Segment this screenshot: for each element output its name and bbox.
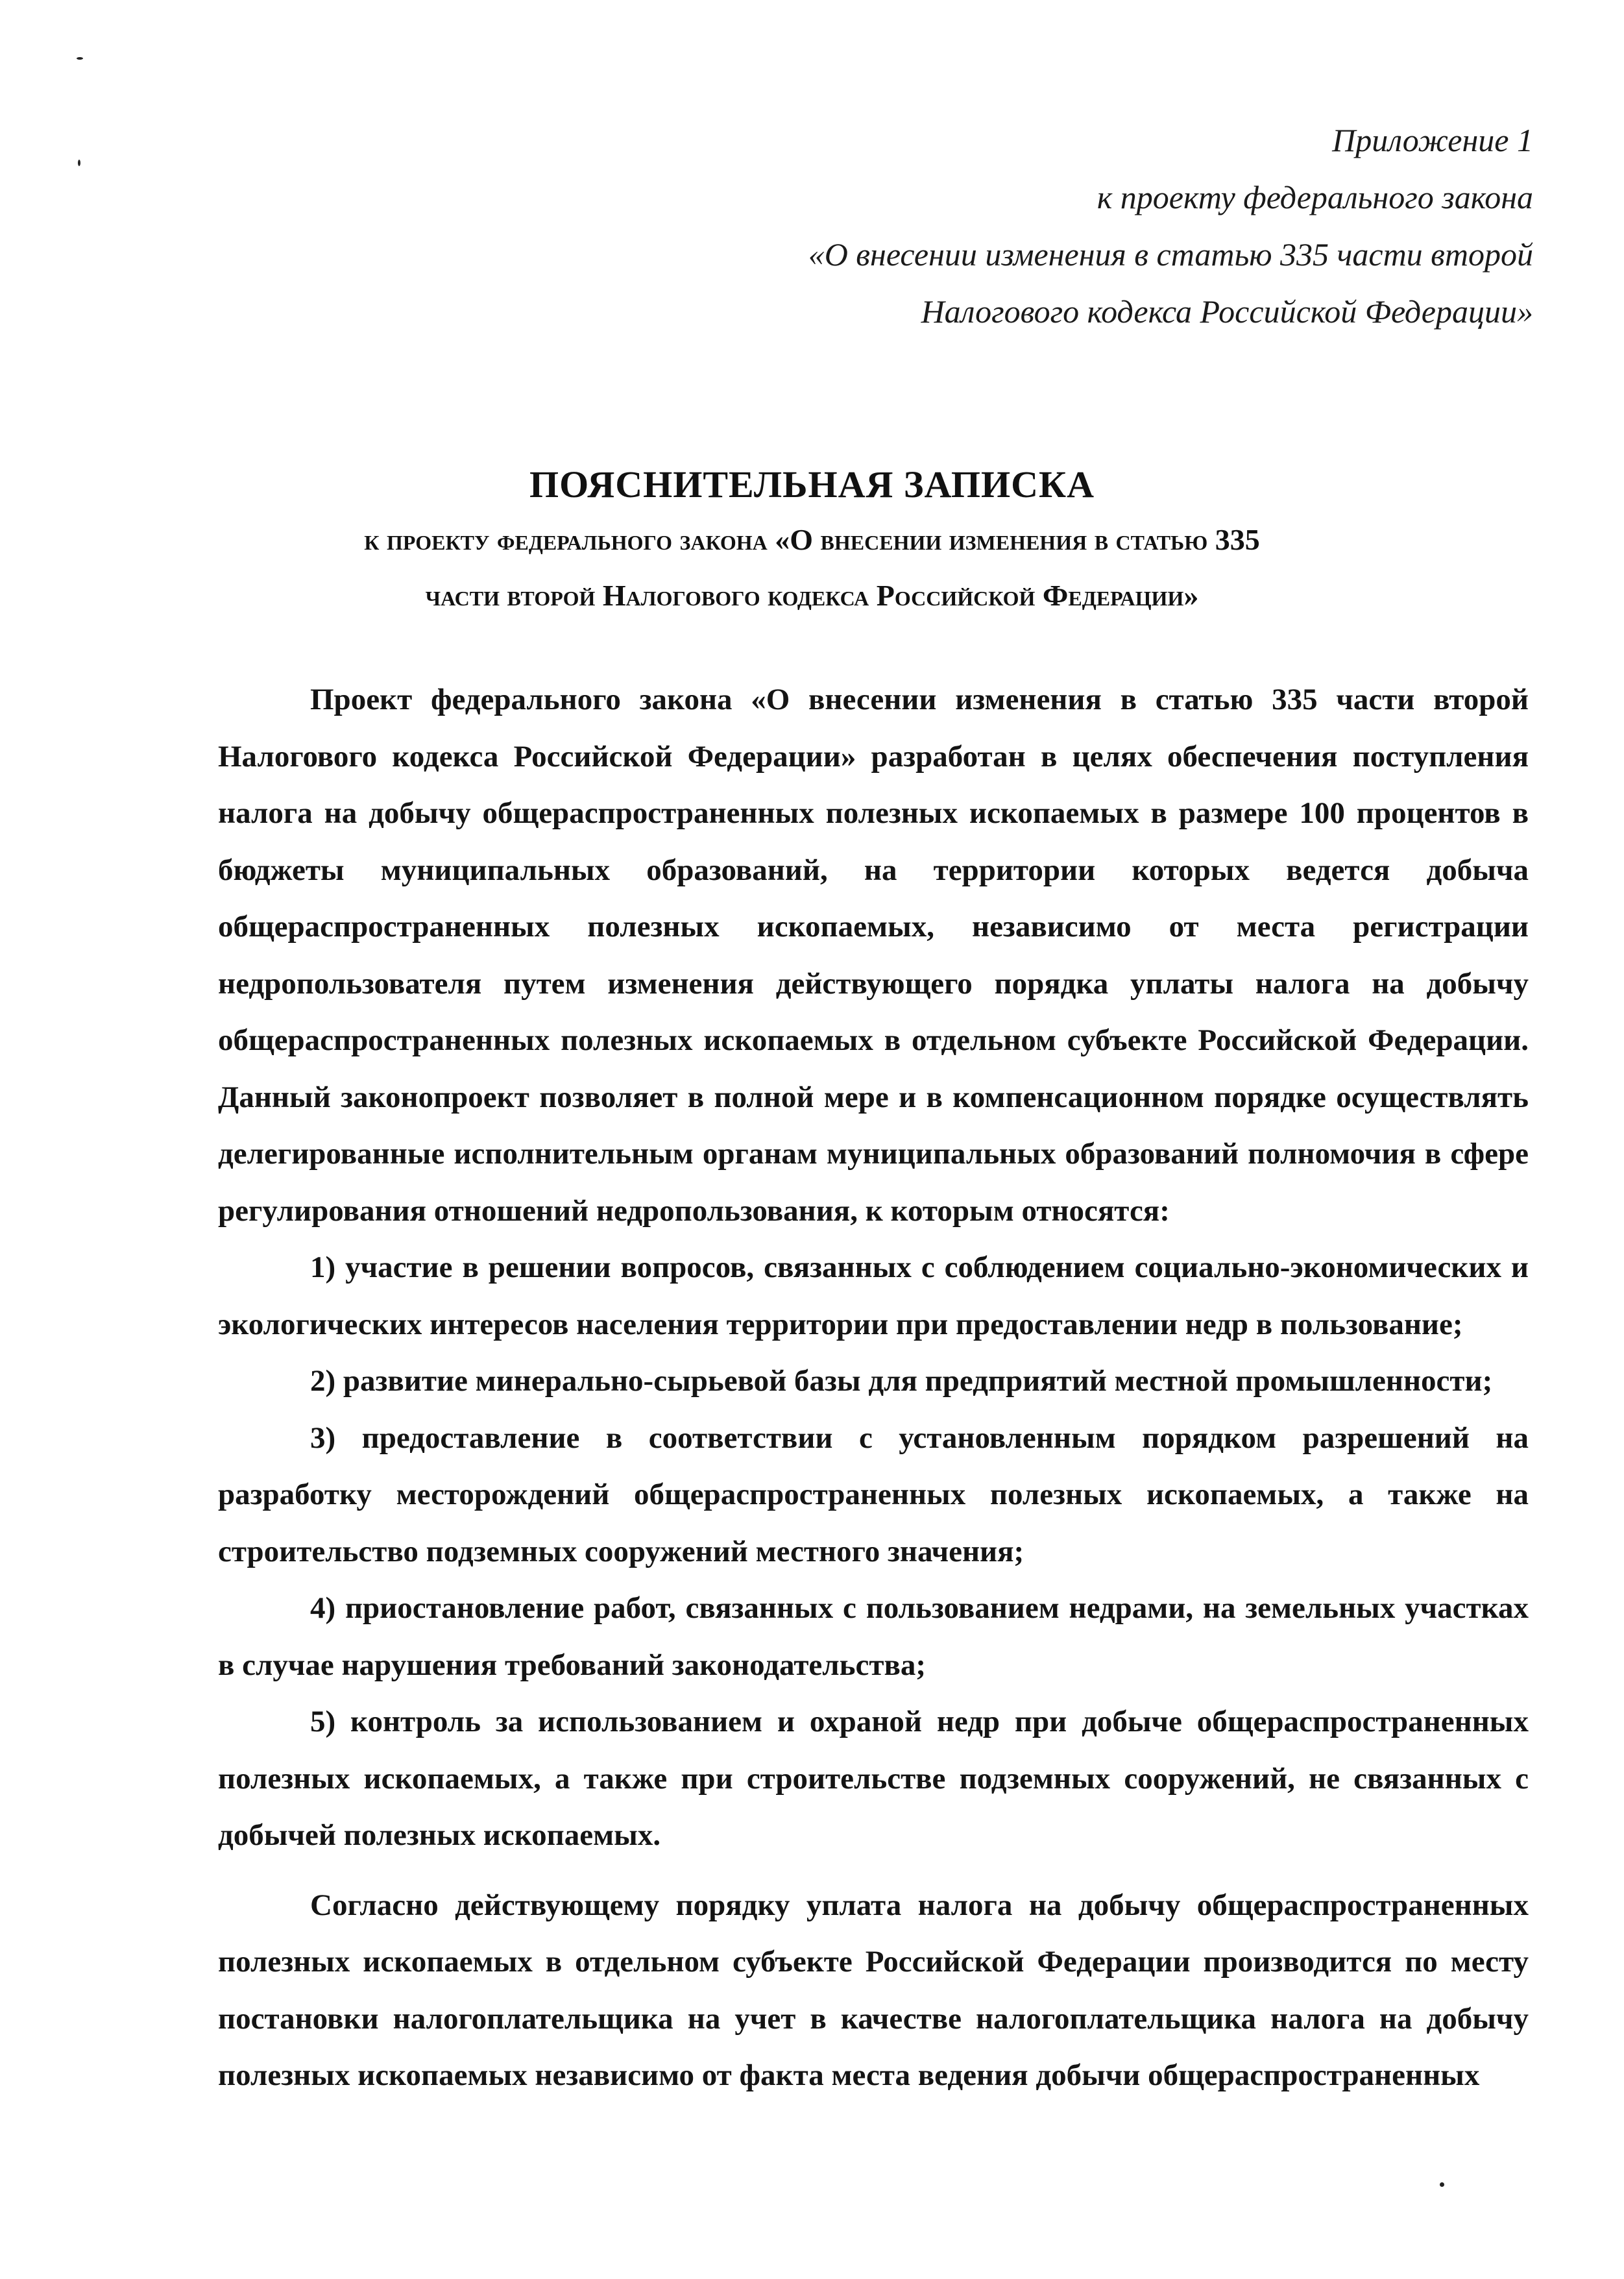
document-subtitle-line2: части второй Налогового кодекса Российской Федерации» bbox=[425, 579, 1199, 612]
powers-list-item-5: 5) контроль за использованием и охраной недр при добыче общераспространенных полезных ископаемых, а также при строительстве подземных сооружений, не связанных с добычей полезных ископаемых. bbox=[218, 1705, 1529, 1852]
intro-paragraph: Проект федерального закона «О внесении изменения в статью 335 части второй Налогового кодекса Российской Федерации» разработан в целях обеспечения поступления налога на добычу общераспространенных полезных ископаемых в размере 100 процентов в бюджеты муниципальных образований, на территории которых ведется добыча общераспространенных полезных ископаемых, независимо от места регистрации недропользователя путем изменения действующего порядка уплаты налога на добычу общераспространенных полезных ископаемых в отдельном субъекте Российской Федерации. Данный законопроект позволяет в полной мере и в компенсационном порядке осуществлять делегированные исполнительным органам муниципальных образований полномочия в сфере регулирования отношений недропользования, к которым относятся: bbox=[218, 683, 1529, 1228]
powers-list-item-1: 1) участие в решении вопросов, связанных с соблюдением социально-экономических и экологических интересов населения территории при предоставлении недр в пользование; bbox=[218, 1250, 1529, 1341]
powers-list-item-3: 3) предоставление в соответствии с установленным порядком разрешений на разработку месторождений общераспространенных полезных ископаемых, а также на строительство подземных сооружений местного значения; bbox=[218, 1420, 1529, 1568]
document-body bbox=[218, 672, 1529, 2104]
scan-speck bbox=[77, 57, 83, 60]
current-procedure-paragraph: Согласно действующему порядку уплата налога на добычу общераспространенных полезных ископаемых в отдельном субъекте Российской Федерации производится по месту постановки налогоплательщика на учет в качестве налогоплательщика налога на добычу полезных ископаемых независимо от факта места ведения добычи общераспространенных bbox=[218, 1888, 1529, 2092]
document-subtitle-line1: к проекту федерального закона «О внесении изменения в статью 335 bbox=[364, 523, 1260, 556]
document-title: ПОЯСНИТЕЛЬНАЯ ЗАПИСКА bbox=[529, 463, 1095, 506]
scan-speck bbox=[1440, 2182, 1444, 2187]
powers-list-item-4: 4) приостановление работ, связанных с пользованием недрами, на земельных участках в случае нарушения требований законодательства; bbox=[218, 1591, 1529, 1682]
powers-list-item-2: 2) развитие минерально-сырьевой базы для предприятий местной промышленности; bbox=[310, 1364, 1493, 1398]
appendix-reference bbox=[560, 112, 1533, 340]
appendix-bill-reference: к проекту федерального закона bbox=[1097, 179, 1533, 215]
appendix-bill-title-part2: Налогового кодекса Российской Федерации» bbox=[921, 293, 1533, 330]
scan-speck bbox=[78, 160, 80, 166]
appendix-bill-title-part1: «О внесении изменения в статью 335 части второй bbox=[808, 236, 1533, 273]
document-heading bbox=[0, 457, 1624, 624]
appendix-number: Приложение 1 bbox=[1332, 122, 1533, 158]
